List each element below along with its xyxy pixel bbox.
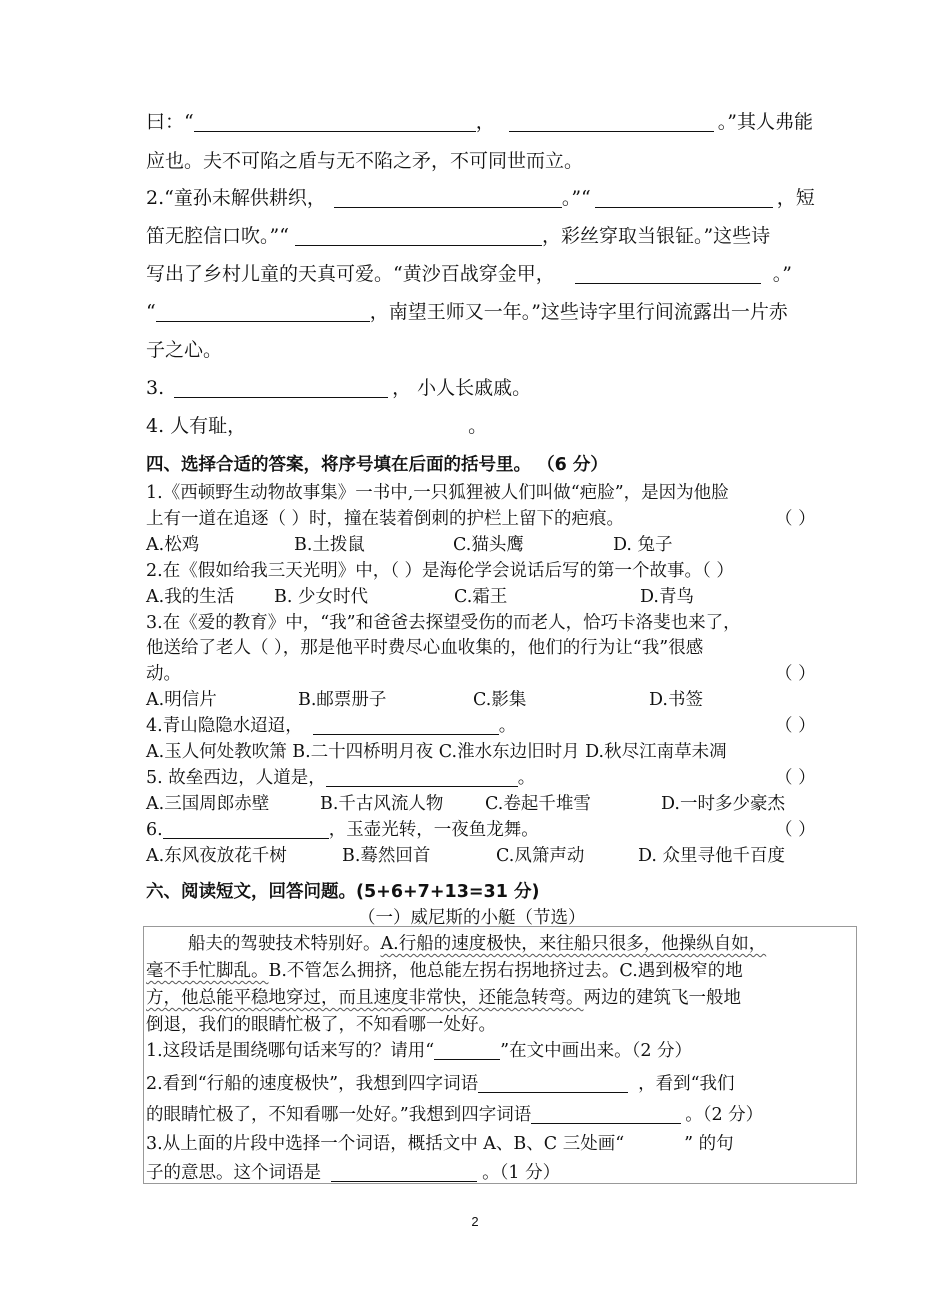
text: ，看到“我们 [638,1074,735,1094]
option-c[interactable]: C.卷起千堆雪 [485,794,591,814]
passage-line-1 [188,930,766,955]
q1-line-2: 上有一道在追逐（ ）时，撞在装着倒刺的护栏上留下的疤痕。 [146,509,625,529]
answer-blank[interactable] [156,302,370,322]
option-a[interactable]: A.我的生活 [146,587,235,607]
fill-line-2: 应也。夫不可陷之盾与无不陷之矛，不可同世而立。 [146,150,584,172]
text: ” 的句 [684,1134,734,1154]
answer-blank[interactable] [194,112,476,132]
page-number: 2 [471,1214,479,1229]
text: 4.青山隐隐水迢迢， [146,716,303,736]
text: 的眼睛忙极了，不知看哪一处好。”我想到四字词语 [146,1105,532,1125]
text: ，短 [776,187,815,209]
passage-line-2 [146,957,743,982]
fill-line-3 [146,183,815,210]
wavy-sentence-c: 方，他总能平稳地穿过，而且速度非常快，还能急转弯。 [146,988,584,1008]
text: 4. 人有耻， [146,415,247,437]
option-a[interactable]: A.东风夜放花千树 [146,846,287,866]
text: ，南望王师又一年。”这些诗字里行间流露出一片赤 [369,301,788,323]
text: 曰：“ [146,111,194,133]
fill-line-4 [146,221,770,248]
text: 2.看到“行船的速度极快”，我想到四字词语 [146,1074,479,1094]
text: 6. [146,820,163,840]
text: 。”“ [561,187,591,209]
text: 船夫的驾驶技术特别好。 [188,934,381,954]
q6-answer-paren[interactable]: （ ） [775,820,816,840]
q6-options [146,842,785,867]
option-d[interactable]: D. 兔子 [613,535,673,555]
text: ，彩丝穿取当银钲。”这些诗 [541,225,771,247]
answer-blank[interactable] [478,1075,628,1094]
answer-blank[interactable] [331,1164,477,1183]
q3-line-1: 3.在《爱的教育》中，“我”和爸爸去探望受伤的而老人，恰巧卡洛斐也来了， [146,613,741,633]
answer-blank[interactable] [295,226,542,246]
text: 。”其人弗能 [717,111,813,133]
text: C.遇到极窄的地 [619,961,743,981]
s6-q2-cont [146,1101,763,1126]
q4-line [146,712,516,737]
text: 3.从上面的片段中选择一个词语，概括文中 A、B、C 三处画“ [146,1134,625,1154]
answer-blank[interactable] [313,717,499,736]
s6-q3 [146,1130,734,1155]
wavy-underline-sample [624,1134,684,1154]
passage-line-3 [146,984,741,1009]
q2-options [146,583,694,608]
text: 。（2 分） [685,1105,764,1125]
text: 。 [517,768,536,788]
q3-line-3: 动。 [146,664,181,684]
passage-subtitle: （一）威尼斯的小艇（节选） [358,908,586,928]
text: 。” [772,263,792,285]
answer-blank[interactable] [509,112,714,132]
option-a[interactable]: A.三国周郎赤壁 [146,794,270,814]
fill-line-6 [146,297,788,324]
wavy-sentence-a: 毫不手忙脚乱。 [146,961,269,981]
q4-answer-paren[interactable]: （ ） [775,716,816,736]
passage-line-4: 倒退，我们的眼睛忙极了，不知看哪一处好。 [146,1015,496,1035]
text: 子的意思。这个词语是 [146,1163,327,1183]
answer-blank[interactable] [595,188,773,208]
fill-line-7: 子之心。 [146,339,223,361]
q3-answer-paren[interactable]: （ ） [775,664,816,684]
text: ， 小人长戚戚。 [392,377,532,399]
text: 5. 故垒西边，人道是， [146,768,326,788]
text: ，玉壶光转，一夜鱼龙舞。 [328,820,539,840]
answer-blank[interactable] [326,769,518,788]
text: 2.“童孙未解供耕织， [146,187,326,209]
text: 。 [468,415,488,437]
q1-answer-paren[interactable]: （ ） [775,509,816,529]
answer-blank[interactable] [163,821,329,840]
answer-blank[interactable] [334,188,562,208]
text: 。 [498,716,517,736]
option-c[interactable]: C.霜王 [454,587,508,607]
q3-line-2: 他送给了老人（ ），那是他平时费尽心血收集的，他们的行为让“我”很感 [146,638,704,658]
answer-blank[interactable] [174,378,388,398]
option-b[interactable]: B.千古风流人物 [320,794,444,814]
fill-line-8 [146,373,531,400]
option-a[interactable]: A.明信片 [146,690,217,710]
option-b[interactable]: B. 少女时代 [274,587,368,607]
q1-options [146,531,673,556]
option-d[interactable]: D.书签 [649,690,703,710]
text: 1.这段话是围绕哪句话来写的？请用“ [146,1041,435,1061]
option-b[interactable]: B.土拨鼠 [294,535,365,555]
section-6-title: 六、阅读短文，回答问题。(5+6+7+13=31 分) [146,882,540,902]
s6-q1 [146,1037,692,1062]
section-4-title: 四、选择合适的答案，将序号填在后面的括号里。 （6 分） [146,455,608,475]
option-b[interactable]: B.邮票册子 [298,690,387,710]
text: ”在文中画出来。（2 分） [500,1041,693,1061]
option-d[interactable]: D.青鸟 [640,587,694,607]
s6-q3-cont [146,1159,560,1184]
text: 。（1 分） [476,1163,561,1183]
q3-options [146,686,703,711]
q6-line [146,816,539,841]
q5-options [146,790,785,815]
text: 3. [146,377,165,399]
text: B.不管怎么拥挤，他总能左拐右拐地挤过去。 [268,961,620,981]
answer-blank[interactable] [575,264,761,284]
option-a[interactable]: A.松鸡 [146,535,200,555]
q5-line [146,764,535,789]
fill-line-5 [146,259,792,286]
text: 写出了乡村儿童的天真可爱。“黄沙百战穿金甲， [146,263,555,285]
fill-line-1 [146,107,813,134]
option-c[interactable]: C.凤箫声动 [496,846,585,866]
text: “ [146,301,156,323]
text: 两边的建筑飞一般地 [583,988,741,1008]
fill-line-9 [146,411,487,438]
q5-answer-paren[interactable]: （ ） [775,768,816,788]
answer-blank[interactable] [531,1106,681,1125]
text: ， [475,111,495,133]
option-b[interactable]: B.蓦然回首 [342,846,431,866]
option-d[interactable]: D. 众里寻他千百度 [638,846,786,866]
wavy-sentence-a: A.行船的速度极快，来往船只很多，他操纵自如， [380,934,767,954]
option-d[interactable]: D.一时多少豪杰 [661,794,785,814]
q4-options: A.玉人何处教吹箫 B.二十四桥明月夜 C.淮水东边旧时月 D.秋尽江南草未凋 [146,742,727,762]
s6-q2 [146,1070,735,1095]
text: 笛无腔信口吹。”“ [146,225,289,247]
q1-line-1: 1.《西顿野生动物故事集》一书中,一只狐狸被人们叫做“疤脸”，是因为他脸 [146,483,729,503]
option-c[interactable]: C.影集 [473,690,527,710]
option-c[interactable]: C.猫头鹰 [453,535,524,555]
q2-line-1: 2.在《假如给我三天光明》中，（ ）是海伦学会说话后写的第一个故事。（ ） [146,561,734,581]
answer-blank[interactable] [434,1042,500,1061]
